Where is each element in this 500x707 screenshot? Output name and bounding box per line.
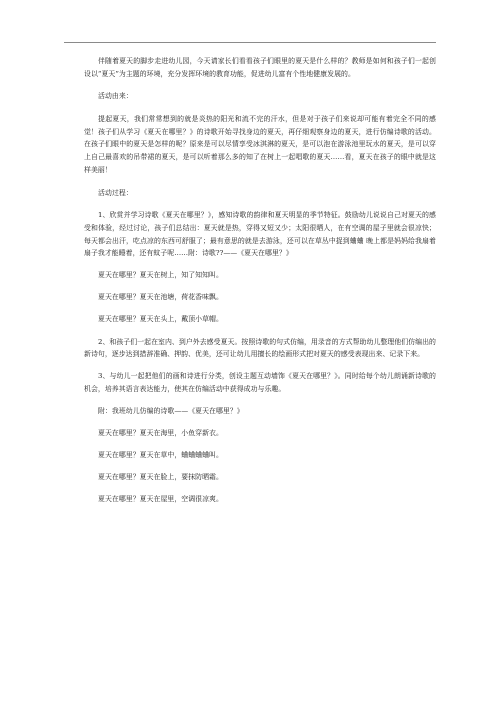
poem-line-3: 夏天在哪里？夏天在头上，戴顶小草帽。 <box>98 315 223 324</box>
section-heading-process: 活动过程： <box>98 189 133 198</box>
header-rule <box>64 42 436 43</box>
appendix-heading: 附：我班幼儿仿编的诗歌——《夏天在哪里？》 <box>98 406 244 415</box>
process-step-1: 1、欣赏并学习诗歌《夏天在哪里？》，感知诗歌的韵律和夏天明显的季节特征。鼓励幼儿说说自己对夏天的感受和体验，经过讨论，孩子们总结出：夏天就是热，穿得又短又少；太阳很晒人，在有空调的屋子里就会很凉快；每天都会出汗，吃点凉的东西可舒服了；最有意思的就是去游泳，还可以在草丛中捉到蛐蛐 晚上都是妈妈给我扇着扇子我才能睡着，还有蚊子呢……附：诗歌??——《夏天在哪里？》 <box>84 211 436 258</box>
section-heading-origin: 活动由来： <box>98 91 133 100</box>
process-step-3: 3、与幼儿一起把他们的画和诗进行分类，创设主题互动墙饰《夏天在哪里？》。同时给每个幼儿朗诵新诗歌的机会，培养其语言表达能力，使其在仿编活动中获得成功与乐趣。 <box>84 372 436 393</box>
new-poem-line-2: 夏天在哪里？夏天在草中，蛐蛐蛐蛐叫。 <box>98 451 223 460</box>
origin-paragraph: 提起夏天，我们常常想到的就是炎热的阳光和流不完的汗水，但是对于孩子们来说却可能有着完全不同的感觉！孩子们从学习《夏天在哪里？》的诗歌开始寻找身边的夏天，再仔细观察身边的夏天，进行仿编诗歌的活动。在孩子们眼中的夏天是怎样的呢？原来是可以尽情享受冰淇淋的夏天，是可以泡在游泳池里玩水的夏天，是可以穿上自己最喜欢的吊带裙的夏天，是可以听着那么多的知了在树上一起唱歌的夏天……看，夏天在孩子的眼中就是这样美丽！ <box>84 115 436 174</box>
new-poem-line-3: 夏天在哪里？夏天在脸上，要抹防晒霜。 <box>98 473 223 482</box>
poem-line-2: 夏天在哪里？夏天在池塘，荷花香味飘。 <box>98 293 223 302</box>
new-poem-line-1: 夏天在哪里？夏天在海里，小鱼穿新衣。 <box>98 428 223 437</box>
new-poem-line-4: 夏天在哪里？夏天在屋里，空调很凉爽。 <box>98 495 223 504</box>
poem-line-1: 夏天在哪里？夏天在树上，知了知知叫。 <box>98 271 223 280</box>
intro-paragraph: 伴随着夏天的脚步走进幼儿园，今天请家长们看看孩子们眼里的夏天是什么样的？教师是如何和孩子们一起创设以“夏天”为主题的环境，充分发挥环境的教育功能，促进幼儿富有个性地健康发展的。 <box>84 57 436 78</box>
process-step-2: 2、和孩子们一起在室内、到户外去感受夏天。按照诗歌的句式仿编，用录音的方式帮助幼儿整理他们仿编出的新诗句，逐步达到措辞准确、押韵、优美，还可让幼儿用擅长的绘画形式把对夏天的感受表现出来、记录下来。 <box>84 337 436 359</box>
document-body <box>84 55 436 515</box>
